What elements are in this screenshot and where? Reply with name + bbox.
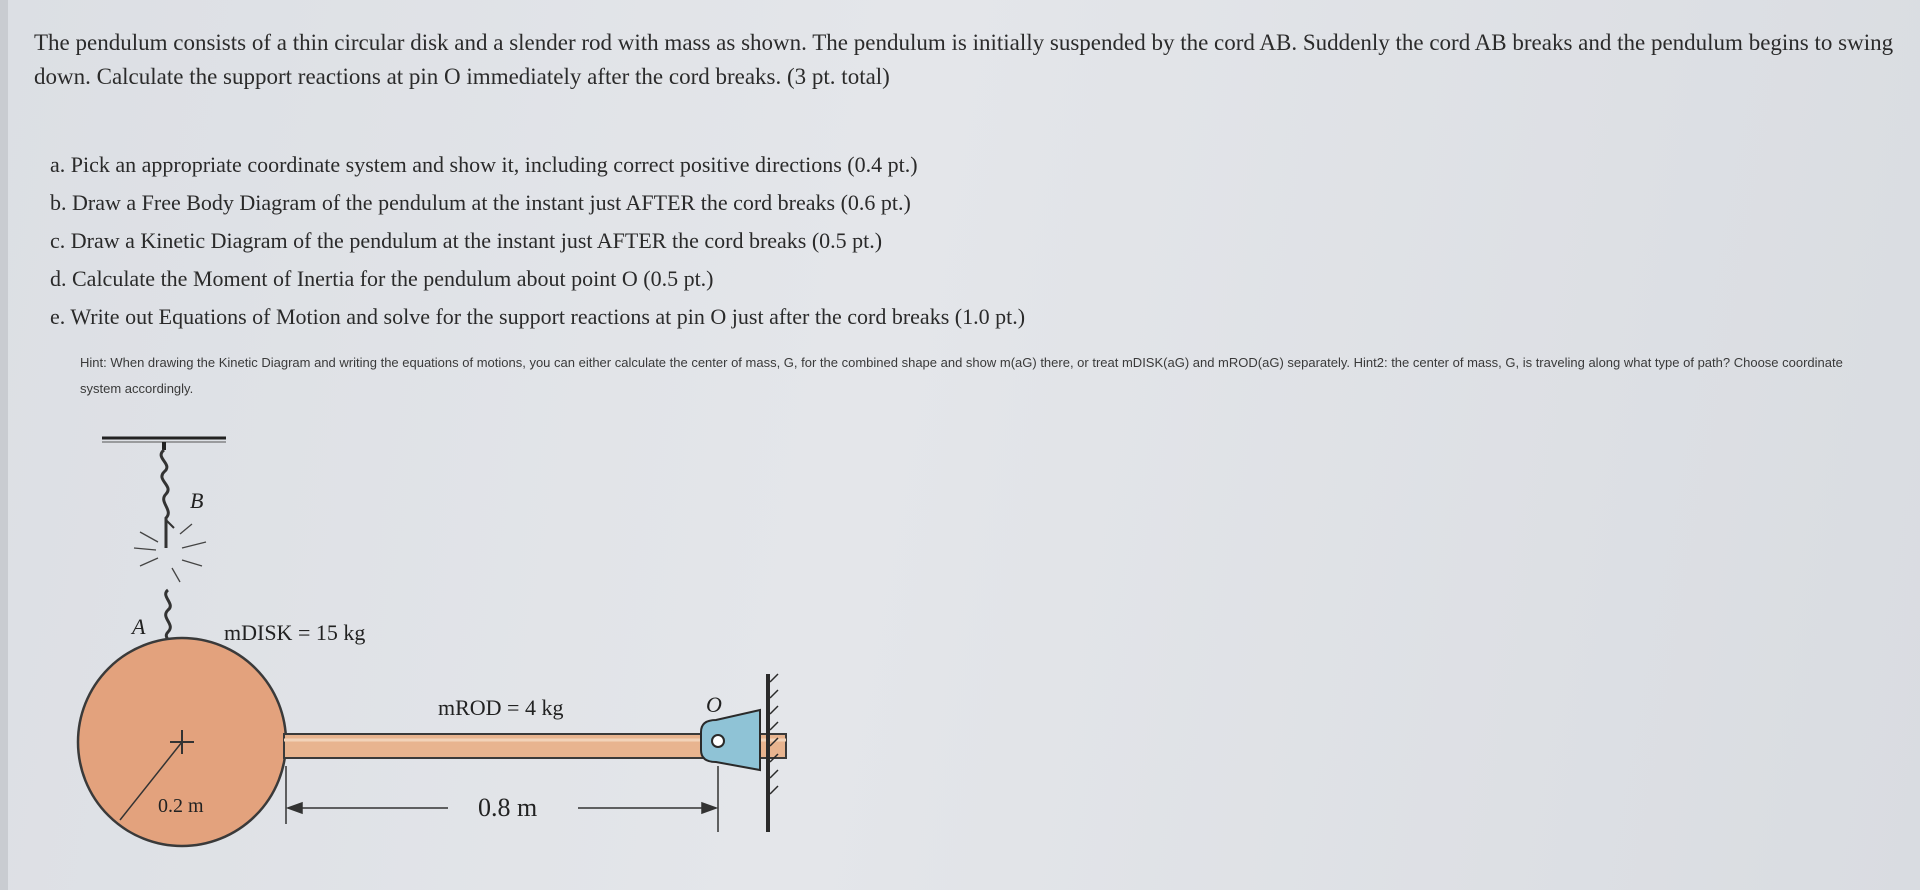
disk-radius-label: 0.2 m — [158, 795, 204, 817]
part-a: a. Pick an appropriate coordinate system and show it, including correct positive directions (0.4 pt.) — [50, 152, 918, 177]
part-e: e. Write out Equations of Motion and solve for the support reactions at pin O just after the cord breaks (1.0 pt.) — [50, 304, 1026, 329]
rod-length-label: 0.8 m — [478, 793, 538, 822]
part-b: b. Draw a Free Body Diagram of the pendulum at the instant just AFTER the cord breaks (0.6 pt.) — [50, 190, 911, 215]
problem-statement: The pendulum consists of a thin circular disk and a slender rod with mass as shown. The pendulum is initially suspended by the cord AB. Suddenly the cord AB breaks and the pendulum begins to swing down. Calculate the support reactions at pin O immediately after the cord breaks. (3 pt. total) — [34, 30, 1894, 89]
hint-text: Hint: When drawing the Kinetic Diagram and writing the equations of motions, you can either calculate the center of mass, G, for the combined shape and show m(aG) there, or treat mDISK(aG) and mROD(aG) separately. Hint2: the center of mass, G, is traveling along what type of path? Choose coordinate system accordingly. — [80, 355, 1843, 396]
ceiling-support — [102, 438, 226, 450]
label-o: O — [706, 692, 722, 717]
disk-mass-label: mDISK = 15 kg — [224, 620, 366, 645]
cord-break-sparks — [134, 524, 206, 582]
cord-upper — [161, 450, 174, 548]
label-b: B — [190, 488, 204, 513]
question-parts — [50, 146, 1025, 336]
pendulum-figure — [70, 420, 790, 860]
rod-mass-label: mROD = 4 kg — [438, 695, 564, 720]
part-c: c. Draw a Kinetic Diagram of the pendulum at the instant just AFTER the cord breaks (0.5 pt.) — [50, 228, 883, 253]
page-edge — [0, 0, 8, 890]
part-d: d. Calculate the Moment of Inertia for the pendulum about point O (0.5 pt.) — [50, 266, 714, 291]
label-a: A — [132, 614, 146, 639]
pin-circle — [712, 735, 724, 747]
